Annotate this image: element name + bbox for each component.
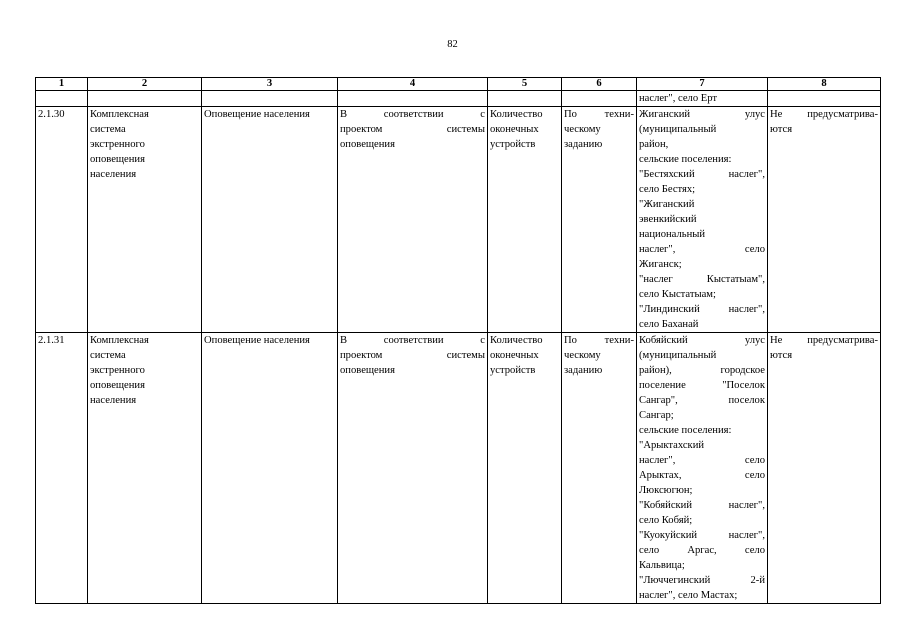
object-name-line: Комплексная (90, 335, 149, 346)
location-line: Кобяйский улус (639, 335, 765, 346)
capacity-line: ческому (564, 350, 601, 361)
location-line: (муниципальный (639, 124, 717, 135)
location-line: "наслег Кыстатыам", (639, 274, 765, 285)
table-cell (488, 91, 562, 107)
capacity-line: По техни- (564, 335, 634, 346)
location-line: село Аргас, село (639, 545, 765, 556)
basis-line: проектом системы (340, 124, 485, 135)
characteristic-line: оконечных (490, 350, 539, 361)
location-line: "Арыктахский (639, 440, 705, 451)
column-header: 5 (488, 78, 562, 91)
location-line: "Кобяйский наслег", (639, 500, 765, 511)
registry-table (35, 77, 881, 604)
note-cell (768, 333, 881, 604)
purpose-cell: Оповещение населения (202, 333, 338, 604)
page-number: 82 (447, 39, 458, 50)
location-line: село Бестях; (639, 184, 696, 195)
location-line: "Жиганский (639, 199, 695, 210)
item-number-cell: 2.1.30 (36, 107, 88, 333)
basis-line: проектом системы (340, 350, 485, 361)
location-line: сельские поселения: (639, 425, 732, 436)
location-line: Сангар; (639, 410, 674, 421)
table-row (36, 333, 881, 604)
note-line: Не предусматрива- (770, 109, 878, 120)
object-name-line: система (90, 350, 126, 361)
characteristic-line: устройств (490, 139, 536, 150)
object-name-line: населения (90, 395, 137, 406)
header-row (36, 78, 881, 91)
location-line: "Люччегинский 2-й (639, 575, 765, 586)
note-line: Не предусматрива- (770, 335, 878, 346)
object-name-cell (88, 333, 202, 604)
object-name-line: экстренного (90, 365, 145, 376)
location-line: эвенкийский (639, 214, 697, 225)
object-name-line: экстренного (90, 139, 145, 150)
location-line: Жиганский улус (639, 109, 765, 120)
characteristic-line: Количество (490, 335, 543, 346)
object-name-line: система (90, 124, 126, 135)
table-cell (36, 91, 88, 107)
capacity-line: заданию (564, 139, 603, 150)
column-header: 4 (338, 78, 488, 91)
location-line: район, (639, 139, 669, 150)
characteristic-cell (488, 333, 562, 604)
object-name-line: населения (90, 169, 137, 180)
characteristic-cell (488, 107, 562, 333)
table-cell (88, 91, 202, 107)
note-line: ются (770, 350, 793, 361)
capacity-cell (562, 333, 637, 604)
capacity-line: ческому (564, 124, 601, 135)
table-cell (338, 91, 488, 107)
location-line: Арыктах, село (639, 470, 765, 481)
object-name-line: оповещения (90, 380, 145, 391)
location-line: наслег", село Мастах; (639, 590, 738, 601)
table-cell (562, 91, 637, 107)
location-line: наслег", село (639, 244, 765, 255)
basis-cell (338, 333, 488, 604)
column-header: 2 (88, 78, 202, 91)
basis-line: В соответствии с (340, 109, 485, 120)
basis-line: оповещения (340, 139, 395, 150)
continuation-row (36, 91, 881, 107)
location-line: "Линдинский наслег", (639, 304, 765, 315)
location-cell (637, 107, 768, 333)
location-line: наслег", село (639, 455, 765, 466)
item-number-cell: 2.1.31 (36, 333, 88, 604)
column-header: 3 (202, 78, 338, 91)
capacity-cell (562, 107, 637, 333)
location-line: Сангар", поселок (639, 395, 765, 406)
location-line: (муниципальный (639, 350, 717, 361)
column-header: 7 (637, 78, 768, 91)
continuation-text: наслег", село Ерт (637, 91, 768, 107)
capacity-line: заданию (564, 365, 603, 376)
location-cell (637, 333, 768, 604)
location-line: поселение "Поселок (639, 380, 765, 391)
table-cell (202, 91, 338, 107)
column-header: 1 (36, 78, 88, 91)
note-line: ются (770, 124, 793, 135)
characteristic-line: устройств (490, 365, 536, 376)
object-name-line: Комплексная (90, 109, 149, 120)
column-header: 6 (562, 78, 637, 91)
purpose-cell: Оповещение населения (202, 107, 338, 333)
note-cell (768, 107, 881, 333)
location-line: село Кобяй; (639, 515, 693, 526)
column-header: 8 (768, 78, 881, 91)
location-line: район), городское (639, 365, 765, 376)
location-line: "Бестяхский наслег", (639, 169, 765, 180)
object-name-cell (88, 107, 202, 333)
object-name-line: оповещения (90, 154, 145, 165)
capacity-line: По техни- (564, 109, 634, 120)
location-line: сельские поселения: (639, 154, 732, 165)
characteristic-line: оконечных (490, 124, 539, 135)
location-line: национальный (639, 229, 706, 240)
location-line: Жиганск; (639, 259, 682, 270)
basis-cell (338, 107, 488, 333)
table-cell (768, 91, 881, 107)
basis-line: оповещения (340, 365, 395, 376)
location-line: "Куокуйский наслег", (639, 530, 765, 541)
table-row (36, 107, 881, 333)
basis-line: В соответствии с (340, 335, 485, 346)
location-line: Люксюгюн; (639, 485, 693, 496)
location-line: село Баханай (639, 319, 699, 330)
characteristic-line: Количество (490, 109, 543, 120)
location-line: Кальвица; (639, 560, 685, 571)
location-line: село Кыстатыам; (639, 289, 716, 300)
